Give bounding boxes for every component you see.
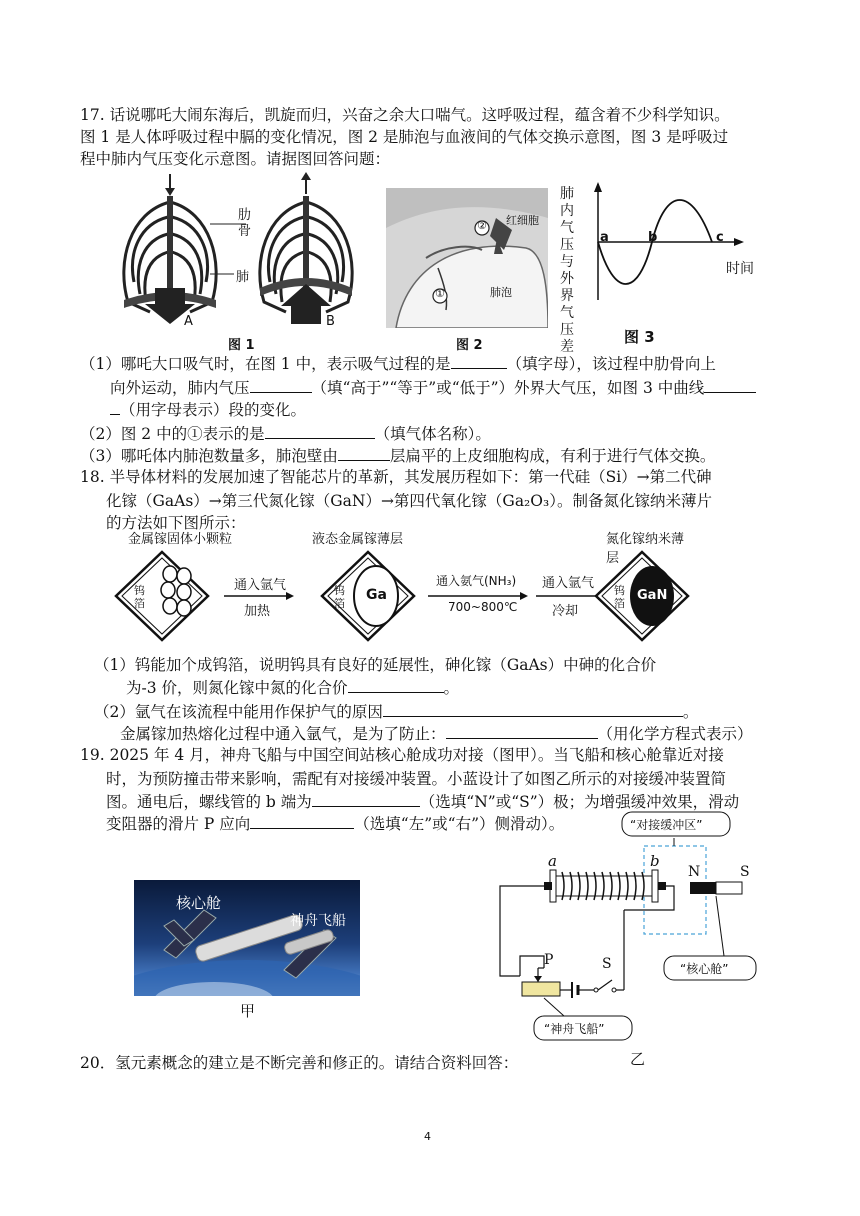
- flow-foil-label-3: 钨箔: [614, 584, 625, 610]
- fig3-caption: 图 3: [624, 328, 655, 346]
- flow-foil-label-1: 钨箔: [134, 584, 145, 610]
- fig3-point-c: c: [716, 230, 724, 245]
- photo-caption: 甲: [240, 1002, 256, 1020]
- circuit-label-a: a: [548, 852, 557, 870]
- flow-gan-label: GaN: [637, 588, 668, 603]
- flow-arrow1-top: 通入氩气: [234, 578, 287, 593]
- flow-arrow1-bottom: 加热: [244, 604, 271, 619]
- flow-step1-label: 金属镓固体小颗粒: [128, 532, 233, 547]
- q17-part-1-line-3: （用字母表示）段的变化。: [110, 398, 306, 421]
- fig3-xlabel: 时间: [726, 261, 754, 277]
- q18-line-1: 18. 半导体材料的发展加速了智能芯片的革新，其发展历程如下：第一代硅（Si）→第二代砷: [80, 468, 712, 486]
- photo-label-ship: 神舟飞船: [290, 913, 346, 929]
- fig1-label-lung: 肺: [236, 270, 250, 285]
- fig2-label-rbc: 红细胞: [506, 214, 539, 227]
- blank-q17-1-letter[interactable]: [451, 352, 507, 369]
- q18-part-1-line-1: （1）钨能加个成钨箔，说明钨具有良好的延展性，砷化镓（GaAs）中砷的化合价: [94, 656, 657, 674]
- fig2-mark-1: ①: [435, 287, 445, 300]
- circuit-core-label: “核心舱”: [680, 962, 729, 976]
- q18-part-2-line-2: 金属镓加热熔化过程中通入氩气，是为了防止： （用化学方程式表示）: [120, 722, 753, 745]
- figure-2-alveolus: [386, 188, 548, 328]
- fig1-label-b: B: [326, 314, 335, 329]
- q20-line-1: 20．氢元素概念的建立是不断完善和修正的。请结合资料回答：: [80, 1054, 519, 1072]
- q19-line-3: 图。通电后，螺线管的 b 端为 （选填“N”或“S”）极；为增强缓冲效果，滑动: [106, 790, 739, 813]
- q17-line-2: 图 1 是人体呼吸过程中膈的变化情况，图 2 是肺泡与血液间的气体交换示意图，图 3 是呼吸过: [80, 128, 729, 146]
- q17-line-3: 程中肺内气压变化示意图。请据图回答问题：: [80, 150, 391, 168]
- gan-preparation-flow: [112, 526, 692, 642]
- flow-step3-label: 氮化镓纳米薄层: [606, 532, 685, 566]
- flow-arrow2-top: 通入氨气(NH₃): [436, 574, 517, 588]
- blank-q18-2-equation[interactable]: [446, 722, 598, 739]
- fig1-label-rib: 肋骨: [238, 208, 252, 239]
- q19-line-4: 变阻器的滑片 P 应向 （选填“左”或“右”）侧滑动）。: [106, 812, 564, 835]
- fig2-label-alveolus: 肺泡: [490, 286, 512, 299]
- page-number: 4: [424, 1130, 431, 1143]
- fig3-point-a: a: [600, 230, 609, 245]
- q18-line-2: 化镓（GaAs）→第三代氮化镓（GaN）→第四代氧化镓（Ga₂O₃）。制备氮化镓纳米薄片: [106, 492, 712, 510]
- blank-q17-1-curve[interactable]: [704, 376, 756, 393]
- flow-step2-label: 液态金属镓薄层: [312, 532, 404, 547]
- flow-arrow3-bottom: 冷却: [552, 604, 579, 619]
- circuit-label-b: b: [650, 852, 660, 870]
- flow-arrow3-top: 通入氩气: [542, 576, 595, 591]
- q19-line-2: 时，为预防撞击带来影响，需配有对接缓冲装置。小蓝设计了如图乙所示的对接缓冲装置简: [106, 770, 727, 788]
- q17-line-1: 17. 话说哪吒大闹东海后，凯旋而归，兴奋之余大口喘气。这呼吸过程，蕴含着不少科学知识。: [80, 106, 730, 124]
- blank-q17-3-layers[interactable]: [338, 444, 390, 461]
- rheostat-label-p: P: [544, 952, 554, 968]
- q17-part-2: （2）图 2 中的①表示的是 （填气体名称）。: [80, 422, 491, 445]
- switch-label-s: S: [602, 956, 612, 972]
- q17-part-3: （3）哪吒体内肺泡数量多，肺泡壁由 层扁平的上皮细胞构成，有利于进行气体交换。: [80, 444, 715, 467]
- docking-circuit-diagram: [494, 810, 794, 1046]
- blank-q17-2-gas[interactable]: [265, 422, 375, 439]
- q19-line-1: 19. 2025 年 4 月，神舟飞船与中国空间站核心舱成功对接（图甲）。当飞船和核心舱靠近对接: [80, 746, 724, 764]
- q17-part-1-line-2: 向外运动，肺内气压 （填“高于”“等于”或“低于”）外界大气压，如图 3 中曲线: [110, 376, 756, 399]
- figure-3-pressure-curve: [556, 180, 786, 355]
- circuit-zone-label: “对接缓冲区”: [630, 818, 703, 832]
- blank-q17-1-pressure[interactable]: [250, 376, 312, 393]
- q18-part-2-line-1: （2）氩气在该流程中能用作保护气的原因 。: [94, 700, 698, 723]
- circuit-caption: 乙: [630, 1050, 646, 1068]
- fig1-label-a: A: [184, 314, 193, 329]
- photo-label-core: 核心舱: [176, 894, 222, 912]
- fig1-caption: 图 1: [228, 338, 255, 353]
- flow-arrow2-bottom: 700~800℃: [448, 600, 518, 614]
- q17-part-1-line-1: （1）哪吒大口吸气时，在图 1 中，表示吸气过程的是 （填字母），该过程中肋骨向上: [80, 352, 716, 375]
- space-station-photo: [134, 880, 360, 996]
- magnet-label-s: S: [740, 864, 750, 880]
- blank-q19-direction[interactable]: [250, 812, 354, 829]
- q18-line-3: 的方法如下图所示：: [106, 514, 246, 532]
- flow-foil-label-2: 钨箔: [334, 584, 345, 610]
- blank-q19-pole[interactable]: [312, 790, 420, 807]
- q18-part-1-line-2: 为-3 价，则氮化镓中氮的化合价 。: [126, 676, 459, 699]
- fig2-caption: 图 2: [456, 338, 483, 353]
- blank-q18-2-reason[interactable]: [383, 700, 683, 717]
- flow-ga-label: Ga: [366, 587, 387, 603]
- blank-q18-1-valence[interactable]: [348, 676, 444, 693]
- fig3-ylabel: 肺内气压与外界气压差: [560, 186, 574, 355]
- figure-1-ribcage: [110, 172, 362, 344]
- fig3-point-b: b: [648, 230, 658, 245]
- circuit-ship-label: “神舟飞船”: [544, 1022, 605, 1036]
- fig2-mark-2: ②: [477, 219, 487, 232]
- magnet-label-n: N: [688, 864, 701, 880]
